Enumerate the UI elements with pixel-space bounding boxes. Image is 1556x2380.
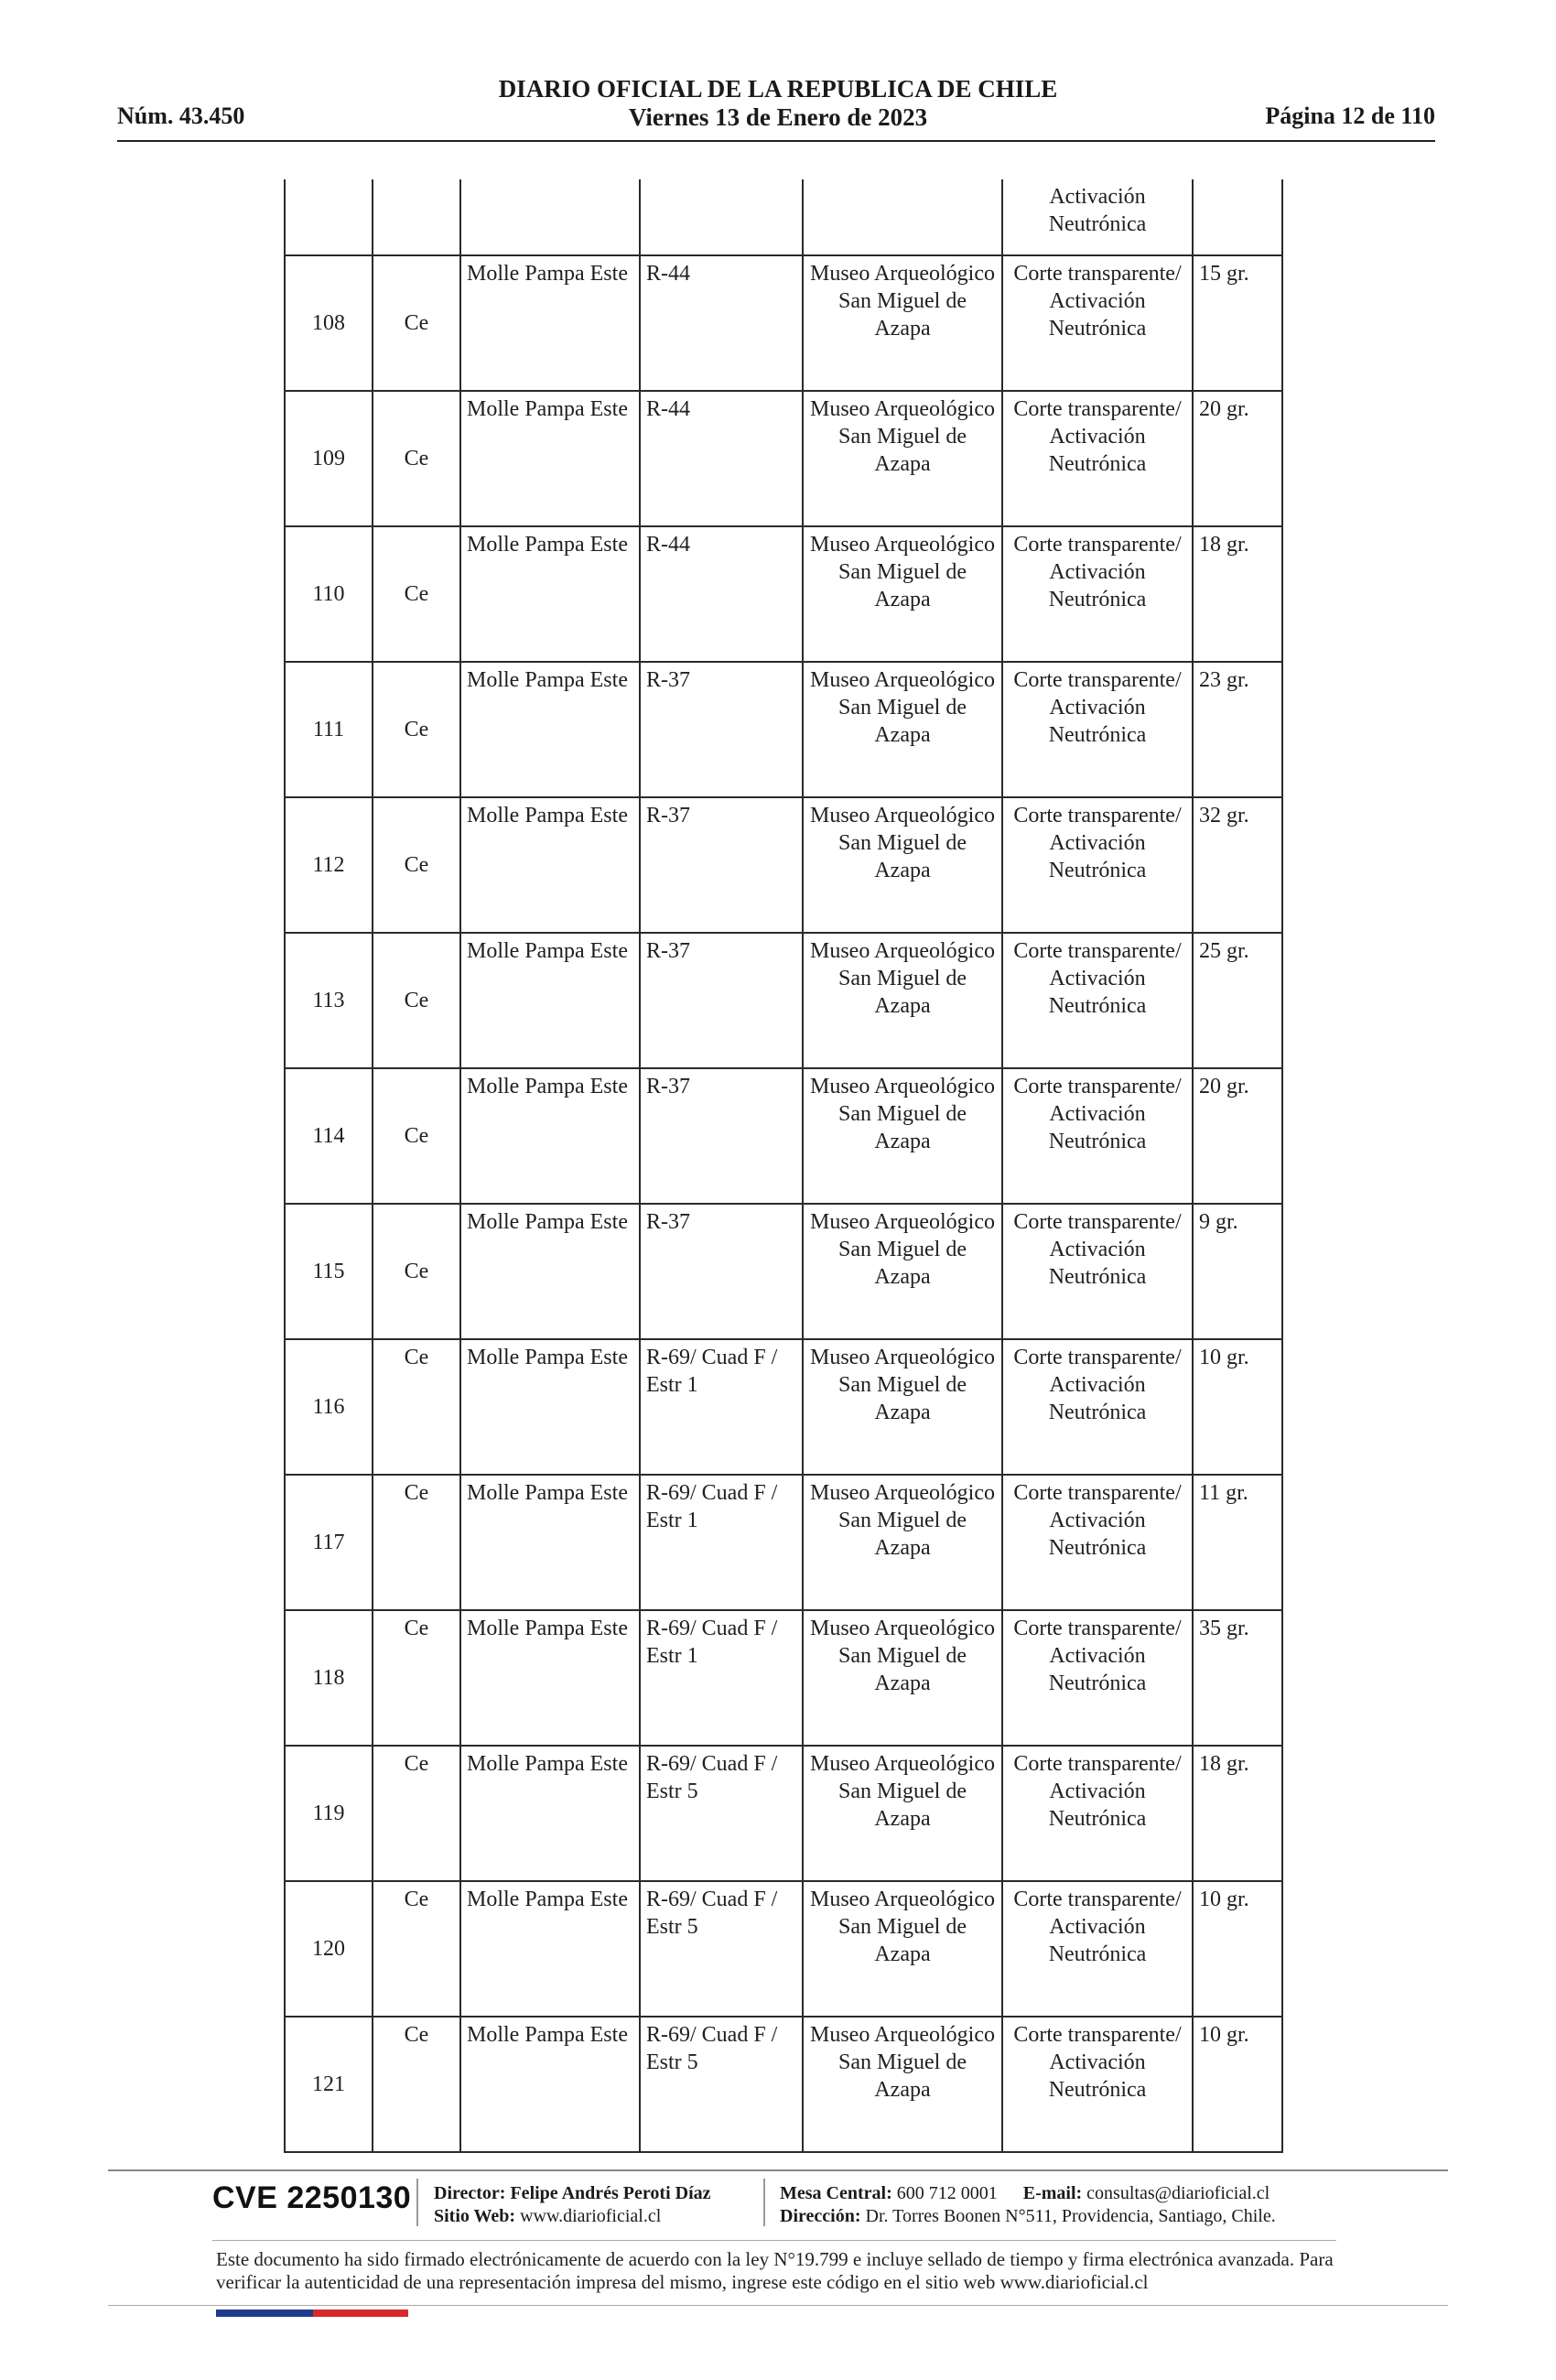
website-label: Sitio Web: (434, 2206, 516, 2226)
footer-divider (763, 2179, 765, 2226)
cell-number: 118 (285, 1610, 373, 1746)
header-rule (117, 140, 1435, 142)
cell-weight: 9 gr. (1193, 1204, 1282, 1339)
inventory-table (284, 179, 1283, 2153)
cell-context: R-69/ Cuad F / Estr 5 (640, 1746, 803, 1881)
cell-weight: 25 gr. (1193, 933, 1282, 1068)
cell-weight: 20 gr. (1193, 391, 1282, 526)
table-row (285, 1339, 1282, 1475)
cell-analysis: Corte transparente/ Activación Neutrónica (1002, 1068, 1193, 1204)
issue-number: Núm. 43.450 (117, 103, 245, 129)
cell-site: Molle Pampa Este (460, 2017, 640, 2152)
cell-context: R-37 (640, 662, 803, 797)
email-label: E-mail: (1022, 2183, 1083, 2203)
page-number: Página 12 de 110 (1265, 103, 1435, 129)
table-row (285, 662, 1282, 797)
cell-element: Ce (373, 1339, 460, 1475)
cell-empty (1193, 179, 1282, 255)
table-row (285, 1881, 1282, 2017)
cell-number: 108 (285, 255, 373, 391)
cell-analysis: Corte transparente/ Activación Neutrónica (1002, 1339, 1193, 1475)
cell-museum: Museo Arqueológico San Miguel de Azapa (803, 797, 1002, 933)
cell-number: 109 (285, 391, 373, 526)
cell-context: R-69/ Cuad F / Estr 1 (640, 1475, 803, 1610)
cell-weight: 10 gr. (1193, 2017, 1282, 2152)
cell-weight: 11 gr. (1193, 1475, 1282, 1610)
cell-element: Ce (373, 797, 460, 933)
cell-context: R-44 (640, 526, 803, 662)
cell-weight: 10 gr. (1193, 1339, 1282, 1475)
continued-row (285, 179, 1282, 255)
cell-site: Molle Pampa Este (460, 797, 640, 933)
cell-number: 116 (285, 1339, 373, 1475)
cell-museum: Museo Arqueológico San Miguel de Azapa (803, 526, 1002, 662)
cell-analysis: Corte transparente/ Activación Neutrónica (1002, 2017, 1193, 2152)
cell-number: 121 (285, 2017, 373, 2152)
cell-museum: Museo Arqueológico San Miguel de Azapa (803, 1475, 1002, 1610)
cell-element: Ce (373, 255, 460, 391)
cell-site: Molle Pampa Este (460, 255, 640, 391)
flag-stripe-blue (216, 2310, 313, 2317)
cell-element: Ce (373, 1068, 460, 1204)
cell-analysis: Corte transparente/ Activación Neutrónica (1002, 526, 1193, 662)
table-row (285, 797, 1282, 933)
cell-context: R-44 (640, 391, 803, 526)
footer-rule (212, 2240, 1336, 2241)
cell-number: 120 (285, 1881, 373, 2017)
cell-museum: Museo Arqueológico San Miguel de Azapa (803, 255, 1002, 391)
cell-empty (640, 179, 803, 255)
cell-weight: 10 gr. (1193, 1881, 1282, 2017)
cell-context: R-69/ Cuad F / Estr 5 (640, 2017, 803, 2152)
cell-analysis: Corte transparente/ Activación Neutrónica (1002, 933, 1193, 1068)
cell-element: Ce (373, 391, 460, 526)
cve-code: CVE 2250130 (212, 2180, 412, 2215)
cell-museum: Museo Arqueológico San Miguel de Azapa (803, 933, 1002, 1068)
phone-number: 600 712 0001 (896, 2183, 998, 2203)
table-row (285, 1204, 1282, 1339)
cell-weight: 35 gr. (1193, 1610, 1282, 1746)
cell-weight: 20 gr. (1193, 1068, 1282, 1204)
table-row (285, 933, 1282, 1068)
cell-number: 114 (285, 1068, 373, 1204)
cell-museum: Museo Arqueológico San Miguel de Azapa (803, 1339, 1002, 1475)
cell-context: R-37 (640, 797, 803, 933)
address-label: Dirección: (780, 2206, 861, 2226)
cell-analysis: Corte transparente/ Activación Neutrónica (1002, 1746, 1193, 1881)
cell-element: Ce (373, 2017, 460, 2152)
cell-context: R-37 (640, 1204, 803, 1339)
cell-context: R-37 (640, 1068, 803, 1204)
cell-analysis: Corte transparente/ Activación Neutrónica (1002, 1610, 1193, 1746)
cell-empty (285, 179, 373, 255)
address-text: Dr. Torres Boonen N°511, Providencia, Santiago, Chile. (865, 2206, 1276, 2226)
cell-context: R-69/ Cuad F / Estr 1 (640, 1339, 803, 1475)
cell-analysis: Corte transparente/ Activación Neutrónica (1002, 255, 1193, 391)
cell-context: R-44 (640, 255, 803, 391)
cell-analysis: Corte transparente/ Activación Neutrónica (1002, 1204, 1193, 1339)
table-row (285, 526, 1282, 662)
cell-museum: Museo Arqueológico San Miguel de Azapa (803, 1746, 1002, 1881)
table-row (285, 2017, 1282, 2152)
cell-context: R-69/ Cuad F / Estr 5 (640, 1881, 803, 2017)
table-row (285, 1746, 1282, 1881)
cell-site: Molle Pampa Este (460, 1746, 640, 1881)
publication-date: Viernes 13 de Enero de 2023 (628, 103, 928, 131)
cell-site: Molle Pampa Este (460, 526, 640, 662)
cell-museum: Museo Arqueológico San Miguel de Azapa (803, 1610, 1002, 1746)
cell-number: 113 (285, 933, 373, 1068)
cell-museum: Museo Arqueológico San Miguel de Azapa (803, 1068, 1002, 1204)
cell-element: Ce (373, 1881, 460, 2017)
cell-analysis: Corte transparente/ Activación Neutrónica (1002, 1881, 1193, 2017)
email-link[interactable]: consultas@diarioficial.cl (1086, 2183, 1270, 2203)
cell-site: Molle Pampa Este (460, 1204, 640, 1339)
cell-number: 110 (285, 526, 373, 662)
table-row (285, 1610, 1282, 1746)
legal-notice: Este documento ha sido firmado electrónicamente de acuerdo con la ley N°19.799 e incluye sellado de tiempo y firma electrónica avanzada. Para verificar la autenticidad de una representación impresa del mismo, ingrese este código en el sitio web www.diarioficial.cl (216, 2248, 1334, 2293)
cell-weight: 18 gr. (1193, 526, 1282, 662)
cell-analysis: Activación Neutrónica (1002, 179, 1193, 255)
cell-site: Molle Pampa Este (460, 1475, 640, 1610)
table-row (285, 1068, 1282, 1204)
table-row (285, 255, 1282, 391)
phone-label: Mesa Central: (780, 2183, 892, 2203)
table-row (285, 391, 1282, 526)
publication-title: DIARIO OFICIAL DE LA REPUBLICA DE CHILE (498, 75, 1058, 103)
cell-element: Ce (373, 526, 460, 662)
cell-museum: Museo Arqueológico San Miguel de Azapa (803, 391, 1002, 526)
cell-museum: Museo Arqueológico San Miguel de Azapa (803, 1204, 1002, 1339)
cell-site: Molle Pampa Este (460, 391, 640, 526)
website-link[interactable]: www.diarioficial.cl (520, 2206, 662, 2226)
cell-empty (373, 179, 460, 255)
cell-site: Molle Pampa Este (460, 662, 640, 797)
cell-number: 111 (285, 662, 373, 797)
director-label: Director: (434, 2183, 506, 2203)
cell-site: Molle Pampa Este (460, 1339, 640, 1475)
cell-number: 119 (285, 1746, 373, 1881)
footer-director-block (434, 2182, 711, 2228)
cell-analysis: Corte transparente/ Activación Neutrónica (1002, 1475, 1193, 1610)
cell-element: Ce (373, 1204, 460, 1339)
cell-number: 115 (285, 1204, 373, 1339)
cell-analysis: Corte transparente/ Activación Neutrónica (1002, 662, 1193, 797)
cell-site: Molle Pampa Este (460, 933, 640, 1068)
cell-weight: 23 gr. (1193, 662, 1282, 797)
cell-context: R-69/ Cuad F / Estr 1 (640, 1610, 803, 1746)
inventory-table-wrapper (284, 179, 1281, 2153)
cell-number: 112 (285, 797, 373, 933)
cell-museum: Museo Arqueológico San Miguel de Azapa (803, 1881, 1002, 2017)
cell-analysis: Corte transparente/ Activación Neutrónica (1002, 391, 1193, 526)
cell-weight: 15 gr. (1193, 255, 1282, 391)
flag-stripe-red (313, 2310, 408, 2317)
cell-weight: 32 gr. (1193, 797, 1282, 933)
footer-rule (108, 2169, 1448, 2171)
cell-site: Molle Pampa Este (460, 1068, 640, 1204)
cell-museum: Museo Arqueológico San Miguel de Azapa (803, 2017, 1002, 2152)
cell-element: Ce (373, 933, 460, 1068)
cell-museum: Museo Arqueológico San Miguel de Azapa (803, 662, 1002, 797)
table-row (285, 1475, 1282, 1610)
cell-element: Ce (373, 1610, 460, 1746)
cell-analysis: Corte transparente/ Activación Neutrónica (1002, 797, 1193, 933)
cell-weight: 18 gr. (1193, 1746, 1282, 1881)
footer-rule (108, 2305, 1448, 2306)
cell-empty (803, 179, 1002, 255)
footer-contact-block (780, 2182, 1276, 2228)
cell-site: Molle Pampa Este (460, 1881, 640, 2017)
cell-element: Ce (373, 1746, 460, 1881)
cell-element: Ce (373, 1475, 460, 1610)
director-name: Felipe Andrés Peroti Díaz (510, 2183, 711, 2203)
cell-number: 117 (285, 1475, 373, 1610)
cell-context: R-37 (640, 933, 803, 1068)
cell-site: Molle Pampa Este (460, 1610, 640, 1746)
page-header (0, 0, 1556, 146)
cell-element: Ce (373, 662, 460, 797)
cell-empty (460, 179, 640, 255)
footer-divider (416, 2179, 418, 2226)
